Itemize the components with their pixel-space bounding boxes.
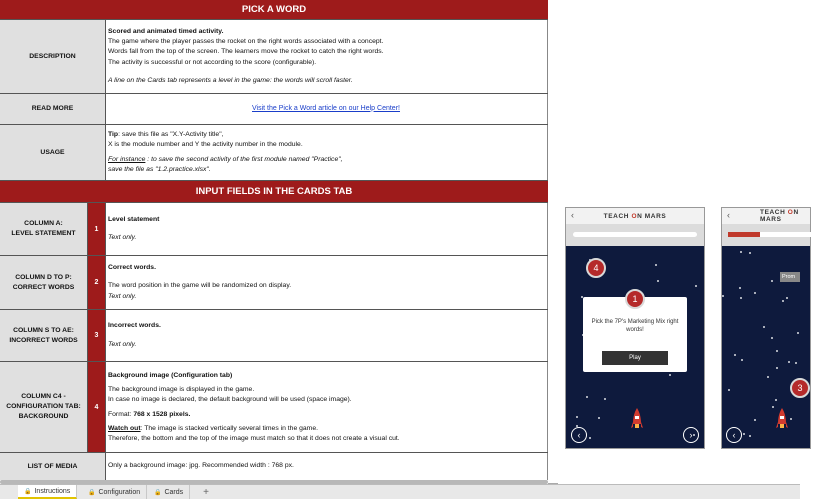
field-label-line: INCORRECT WORDS: [9, 336, 78, 344]
star-decoration: [776, 367, 778, 369]
field-line: In case no image is declared, the default background will be used (space image).: [108, 395, 352, 403]
star-decoration: [775, 399, 777, 401]
row-field-level-statement: [0, 203, 548, 256]
field-text: Text only.: [108, 234, 137, 241]
description-bold-line: Scored and animated timed activity.: [108, 28, 224, 36]
usage-label: USAGE: [0, 125, 106, 180]
star-decoration: [795, 362, 797, 364]
callout-marker: 3: [790, 378, 810, 398]
phone-header: [722, 208, 810, 224]
field-number: 3: [88, 310, 106, 361]
star-decoration: [749, 435, 751, 437]
callout-marker: 1: [625, 289, 645, 309]
star-decoration: [782, 300, 784, 302]
star-decoration: [743, 433, 745, 435]
star-decoration: [754, 292, 756, 294]
field-label-line: LEVEL STATEMENT: [11, 230, 76, 237]
star-decoration: [734, 354, 736, 356]
sheet-tab-bar: [0, 484, 800, 499]
star-decoration: [754, 419, 756, 421]
example-line: save the file as "1.2.practice.xlsx".: [108, 166, 211, 174]
field-label: [0, 362, 88, 452]
description-content[interactable]: [108, 20, 544, 93]
modal-question: Pick the 7P's Marketing Mix right words!: [591, 319, 679, 334]
star-decoration: [786, 297, 788, 299]
previous-arrow-icon[interactable]: ‹: [571, 427, 587, 443]
field-content[interactable]: [108, 203, 544, 255]
star-decoration: [772, 406, 774, 408]
star-decoration: [771, 337, 773, 339]
star-decoration: [749, 252, 751, 254]
field-title: Level statement: [108, 215, 160, 223]
tip-label: Tip: [108, 130, 119, 138]
usage-content[interactable]: [108, 125, 544, 180]
tab-label: Configuration: [98, 488, 141, 496]
start-modal: [583, 294, 687, 372]
field-label-line: COLUMN D TO P:: [15, 273, 72, 281]
field-number: 1: [88, 203, 106, 255]
star-decoration: [604, 398, 606, 400]
field-label: [0, 256, 88, 309]
row-field-background: [0, 362, 548, 453]
row-read-more: [0, 94, 548, 125]
description-line: The activity is successful or not according to the score (configurable).: [108, 58, 317, 66]
description-label: DESCRIPTION: [0, 20, 106, 93]
field-content[interactable]: [108, 256, 544, 309]
star-decoration: [767, 376, 769, 378]
star-decoration: [771, 280, 773, 282]
star-decoration: [740, 251, 742, 253]
level-progress-bar: [728, 232, 818, 237]
star-decoration: [776, 350, 778, 352]
rocket-icon: [776, 408, 788, 434]
callout-marker: 4: [586, 258, 606, 278]
watch-out-label: Watch out: [108, 425, 141, 433]
media-text: Only a background image: jpg. Recommended width : 768 px.: [108, 462, 294, 470]
field-label-line: BACKGROUND: [18, 412, 69, 420]
play-button[interactable]: Play: [602, 351, 668, 365]
star-decoration: [657, 280, 659, 282]
row-field-incorrect-words: [0, 310, 548, 362]
tab-label: Instructions: [34, 487, 71, 495]
field-text: Text only.: [108, 292, 137, 300]
tab-label: Cards: [164, 488, 184, 496]
read-more-label: READ MORE: [0, 94, 106, 124]
game-preview-phone-2: [721, 207, 811, 449]
star-decoration: [695, 285, 697, 287]
field-line: The background image is displayed in the game.: [108, 386, 255, 394]
field-line: The word position in the game will be randomized on display.: [108, 282, 292, 290]
star-decoration: [763, 326, 765, 328]
row-description: [0, 20, 548, 94]
star-decoration: [586, 396, 588, 398]
rocket-icon: [631, 408, 643, 434]
row-field-correct-words: [0, 256, 548, 310]
tab-instructions[interactable]: [18, 485, 77, 499]
star-decoration: [722, 295, 724, 297]
field-label-line: CORRECT WORDS: [12, 283, 75, 291]
lock-icon: 🔒: [154, 489, 162, 496]
field-label-line: COLUMN C4 -: [21, 393, 66, 401]
field-number: 4: [88, 362, 106, 452]
back-chevron-icon: ‹: [727, 210, 731, 220]
example-label: For instance: [108, 156, 146, 163]
field-label-line: CONFIGURATION TAB:: [6, 403, 81, 411]
watch-out-line: Therefore, the bottom and the top of the image must match so that it does not create a visual cut.: [108, 434, 400, 442]
help-center-link[interactable]: Visit the Pick a Word article on our Help Center!: [252, 104, 400, 112]
row-usage: [0, 125, 548, 181]
field-title: Correct words.: [108, 264, 156, 272]
back-chevron-icon: ‹: [571, 210, 575, 220]
tab-configuration[interactable]: [82, 485, 147, 499]
field-label-line: COLUMN A:: [24, 220, 63, 228]
format-value: 768 x 1528 pixels.: [133, 410, 191, 418]
add-sheet-icon[interactable]: +: [203, 486, 209, 498]
star-decoration: [741, 359, 743, 361]
lock-icon: 🔒: [24, 488, 32, 495]
section-input-fields-title: INPUT FIELDS IN THE CARDS TAB: [0, 181, 548, 203]
star-decoration: [797, 332, 799, 334]
field-text: Text only.: [108, 340, 137, 348]
description-note: A line on the Cards tab represents a level in the game: the words will scroll faster.: [108, 76, 353, 84]
format-label: Format:: [108, 410, 134, 418]
game-preview-phone-1: [565, 207, 705, 449]
phone-header: [566, 208, 704, 224]
media-label: LIST OF MEDIA: [0, 453, 106, 480]
example-text: : to save the second activity of the first module named "Practice",: [145, 156, 343, 163]
star-decoration: [589, 437, 591, 439]
field-number: 2: [88, 256, 106, 309]
field-title: Incorrect words.: [108, 322, 161, 330]
star-decoration: [788, 361, 790, 363]
star-decoration: [598, 417, 600, 419]
lock-icon: 🔒: [88, 489, 96, 496]
star-decoration: [655, 264, 657, 266]
star-decoration: [669, 374, 671, 376]
sheet-title: PICK A WORD: [0, 0, 548, 20]
previous-arrow-icon[interactable]: ‹: [726, 427, 742, 443]
star-decoration: [790, 418, 792, 420]
description-line: Words fall from the top of the screen. The learners move the rocket to catch the right words.: [108, 48, 384, 56]
read-more-content: [108, 94, 544, 124]
star-decoration: [576, 416, 578, 418]
watch-out-text: : The image is stacked vertically several times in the game.: [140, 425, 319, 433]
brand-logo: TEACH ON MARS: [760, 209, 799, 223]
star-decoration: [739, 287, 741, 289]
falling-word: Prom: [780, 272, 800, 282]
row-list-of-media: [0, 453, 548, 480]
tip-text: : save this file as "X.Y-Activity title",: [118, 130, 224, 138]
field-title: Background image (Configuration tab): [108, 371, 233, 379]
next-arrow-icon[interactable]: ›: [683, 427, 699, 443]
field-label: [0, 203, 88, 255]
field-label: [0, 310, 88, 361]
description-line: The game where the player passes the rocket on the right words associated with a concept.: [108, 38, 384, 46]
field-content[interactable]: [108, 310, 544, 361]
field-content[interactable]: [108, 362, 544, 452]
level-progress-bar: [573, 232, 697, 237]
media-content[interactable]: [108, 453, 544, 480]
field-label-line: COLUMN S TO AE:: [13, 326, 74, 334]
star-decoration: [728, 389, 730, 391]
tab-cards[interactable]: [148, 485, 190, 499]
brand-logo: TEACH ON MARS: [603, 212, 667, 220]
star-decoration: [740, 297, 742, 299]
usage-line: X is the module number and Y the activity number in the module.: [108, 140, 303, 148]
